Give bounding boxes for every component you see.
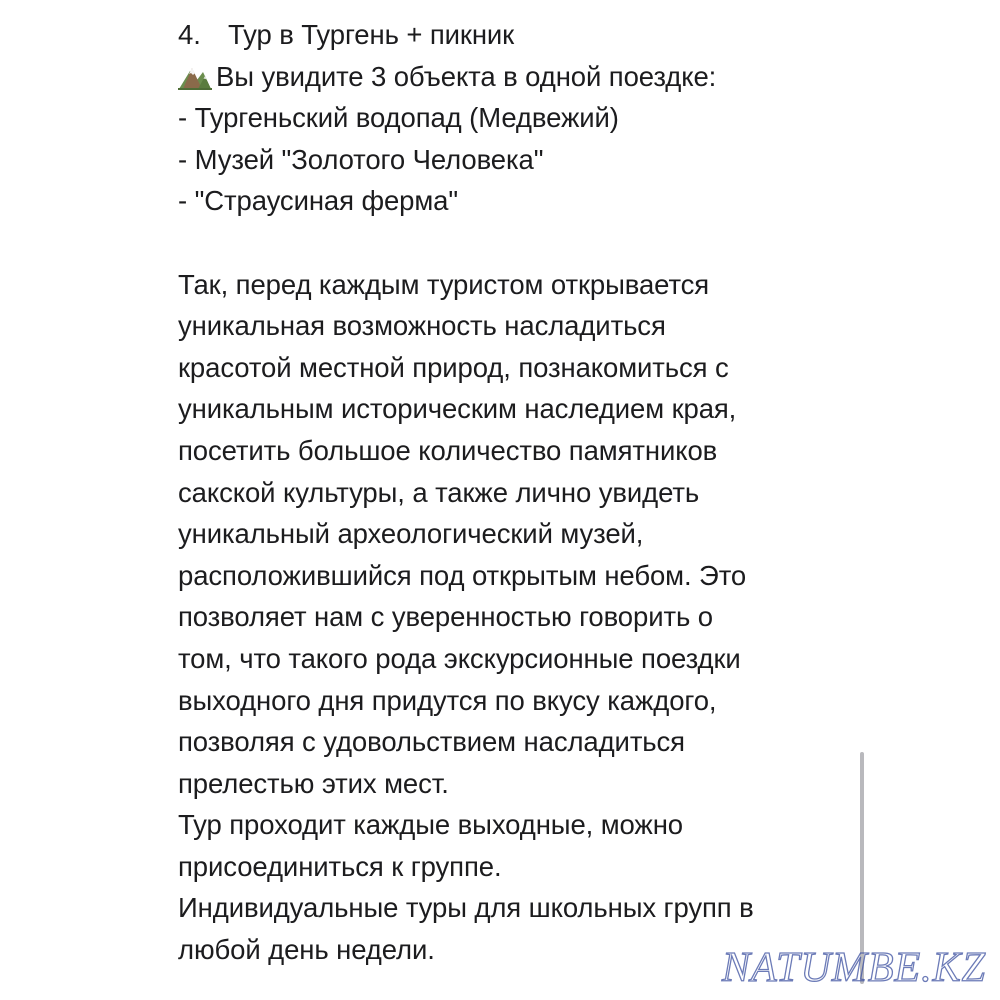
paragraph-line: позволяя с удовольствием насладиться xyxy=(178,726,685,758)
paragraph-line: красотой местной природ, познакомиться с xyxy=(178,351,729,383)
blank-line xyxy=(178,222,978,264)
heading-number: 4. xyxy=(178,19,201,50)
intro-line xyxy=(178,56,978,98)
paragraph-line: сакской культуры, а также лично увидеть xyxy=(178,476,700,508)
paragraph-line: Тур проходит каждые выходные, можно xyxy=(178,809,683,841)
paragraph-line: посетить большое количество памятников xyxy=(178,434,718,466)
paragraph-line: уникальный археологический музей, xyxy=(178,518,644,550)
list-item-2: - Музей "Золотого Человека" xyxy=(178,143,544,175)
paragraph-line: прелестью этих мест. xyxy=(178,767,449,799)
paragraph-line: том, что такого рода экскурсионные поездки xyxy=(178,642,741,674)
note-heading xyxy=(178,14,978,56)
paragraph-line: уникальная возможность насладиться xyxy=(178,310,666,342)
heading-title: Тур в Тургень + пикник xyxy=(228,19,515,50)
paragraph-line: Так, перед каждым туристом открывается xyxy=(178,268,710,300)
watermark: NATUMBE.KZ xyxy=(722,945,986,991)
paragraph-line: выходного дня придутся по вкусу каждого, xyxy=(178,684,717,716)
mountain-icon xyxy=(178,62,212,90)
list-item-1: - Тургеньский водопад (Медвежий) xyxy=(178,102,619,134)
intro-text: Вы увидите 3 объекта в одной поездке: xyxy=(216,60,717,92)
list-item-3: - "Страусиная ферма" xyxy=(178,185,459,217)
paragraph-line: Индивидуальные туры для школьных групп в xyxy=(178,892,754,924)
paragraph-line: расположившийся под открытым небом. Это xyxy=(178,559,747,591)
paragraph-line: любой день недели. xyxy=(178,934,435,966)
paragraph-line: позволяет нам с уверенностью говорить о xyxy=(178,601,713,633)
note-text xyxy=(178,14,978,971)
paragraph-line: уникальным историческим наследием края, xyxy=(178,393,737,425)
paragraph-line: присоединиться к группе. xyxy=(178,850,502,882)
